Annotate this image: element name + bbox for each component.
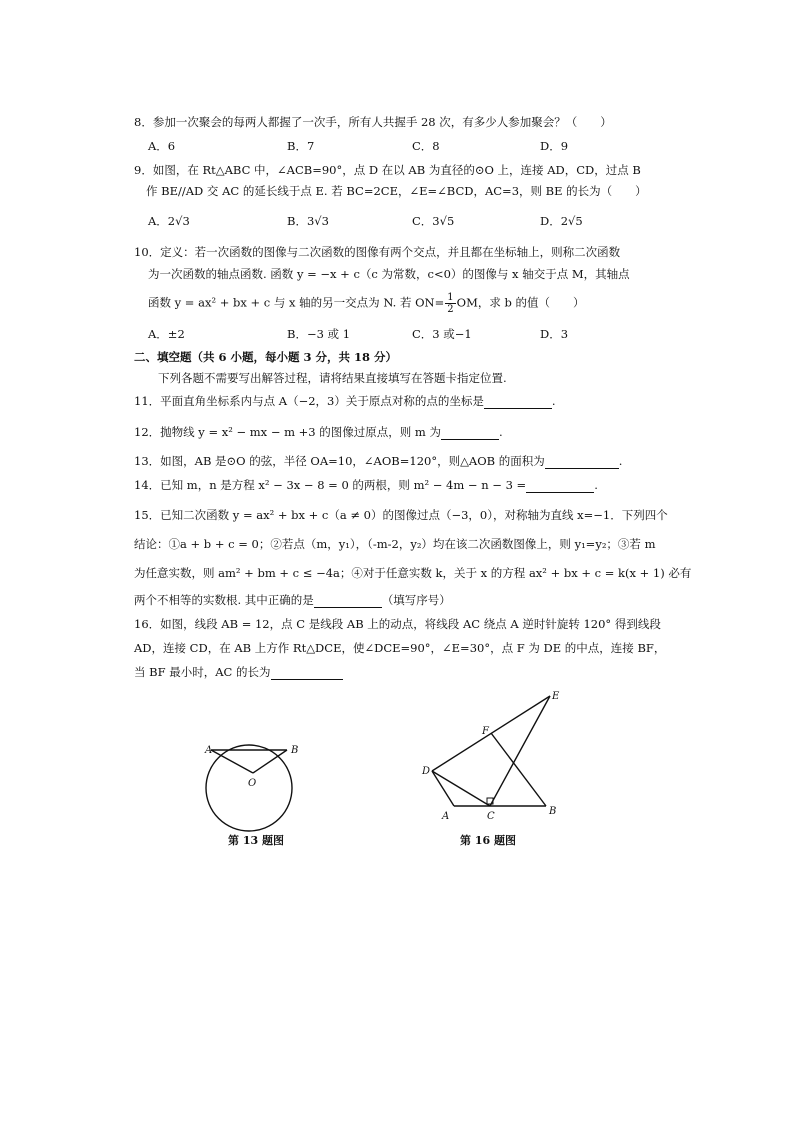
q14-text: 14．已知 m，n 是方程 x² − 3x − 8 = 0 的两根，则 m² − 4m − n − 3 = — [134, 478, 527, 492]
q15-line2: 结论：①a + b + c = 0；②若点（m，y₁），（-m-2，y₂）均在该二次函数图像上，则 y₁=y₂；③若 m — [134, 537, 656, 551]
q13-answer-blank[interactable] — [545, 456, 619, 469]
q12 — [134, 424, 503, 440]
q14-period: . — [594, 478, 598, 492]
q16-line3 — [134, 664, 343, 680]
q9-option-b: B．3√3 — [287, 214, 329, 228]
segment-ce — [490, 696, 550, 806]
q10-option-a: A．±2 — [148, 327, 185, 341]
q16-line3-text: 当 BF 最小时，AC 的长为 — [134, 665, 271, 679]
q10-line3-pre: 函数 y = ax² + bx + c 与 x 轴的另一交点为 N. 若 ON= — [148, 295, 445, 310]
q8-option-d: D．9 — [540, 139, 569, 153]
q9-line2: 作 BE//AD 交 AC 的延长线于点 E. 若 BC=2CE，∠E=∠BCD，AC=3，则 BE 的长为（ ） — [146, 184, 647, 198]
fig16-label-d: D — [422, 766, 431, 777]
q12-period: . — [499, 425, 503, 439]
q12-text: 12．抛物线 y = x² − mx − m +3 的图像过原点，则 m 为 — [134, 425, 441, 439]
figure-13-caption: 第 13 题图 — [228, 834, 284, 847]
fig16-label-c: C — [487, 811, 495, 822]
q15-line1: 15．已知二次函数 y = ax² + bx + c（a ≠ 0）的图像过点（−3，0），对称轴为直线 x=−1．下列四个 — [134, 508, 668, 522]
q8-option-c: C．8 — [412, 139, 440, 153]
section2-instruction: 下列各题不需要写出解答过程，请将结果直接填写在答题卡指定位置. — [158, 371, 507, 385]
q16-line2: AD，连接 CD，在 AB 上方作 Rt△DCE，使∠DCE=90°，∠E=30°，点 F 为 DE 的中点，连接 BF， — [134, 641, 666, 655]
q13-text: 13．如图，AB 是⊙O 的弦，半径 OA=10，∠AOB=120°，则△AOB 的面积为 — [134, 454, 545, 468]
q11-answer-blank[interactable] — [484, 396, 552, 409]
q10-line3-post: OM，求 b 的值（ ） — [456, 295, 585, 310]
q11 — [134, 393, 556, 409]
q10-option-d: D．3 — [540, 327, 569, 341]
q10-line3 — [148, 292, 585, 315]
radius-oa — [211, 750, 253, 773]
fig16-label-a: A — [442, 811, 450, 822]
q14-answer-blank[interactable] — [526, 480, 594, 493]
q9-line1: 9．如图，在 Rt△ABC 中，∠ACB=90°，点 D 在以 AB 为直径的⊙O 上，连接 AD，CD，过点 B — [134, 163, 641, 177]
q10-option-c: C．3 或−1 — [412, 327, 472, 341]
q15-line3: 为任意实数，则 am² + bm + c ≤ −4a；④对于任意实数 k，关于 x 的方程 ax² + bx + c = k(x + 1) 必有 — [134, 566, 692, 580]
fig13-label-b: B — [291, 745, 299, 756]
q12-answer-blank[interactable] — [441, 427, 499, 440]
q15-answer-blank[interactable] — [314, 595, 382, 608]
q8-option-a: A．6 — [148, 139, 176, 153]
q8-option-b: B．7 — [287, 139, 315, 153]
segment-dc — [432, 771, 490, 806]
q10-line1: 10．定义：若一次函数的图像与二次函数的图像有两个交点，并且都在坐标轴上，则称二次函数 — [134, 245, 621, 259]
q15-line4-note: （填写序号） — [381, 593, 451, 607]
q16-answer-blank[interactable] — [271, 667, 343, 680]
figure-16-caption: 第 16 题图 — [460, 834, 516, 847]
q15-line4-text: 两个不相等的实数根. 其中正确的是 — [134, 593, 314, 607]
section2-title: 二、填空题（共 6 小题，每小题 3 分，共 18 分） — [134, 350, 398, 364]
q13 — [134, 453, 622, 469]
radius-ob — [253, 750, 287, 773]
fig16-label-f: F — [482, 726, 489, 737]
fig16-label-b: B — [549, 806, 557, 817]
q16-line1: 16．如图，线段 AB = 12，点 C 是线段 AB 上的动点，将线段 AC 绕点 A 逆时针旋转 120° 得到线段 — [134, 617, 661, 631]
fig13-label-a: A — [205, 745, 213, 756]
q10-line2: 为一次函数的轴点函数. 函数 y = −x + c（c 为常数，c<0）的图像与 x 轴交于点 M，其轴点 — [148, 267, 630, 281]
q13-period: . — [618, 454, 623, 468]
q15-line4 — [134, 592, 451, 608]
q11-text: 11．平面直角坐标系内与点 A（−2，3）关于原点对称的点的坐标是 — [134, 394, 484, 408]
segment-bf — [491, 733, 546, 806]
fig16-label-e: E — [552, 691, 560, 702]
q10-option-b: B．−3 或 1 — [287, 327, 351, 341]
q8-stem: 8．参加一次聚会的每两人都握了一次手，所有人共握手 28 次，有多少人参加聚会？（ ） — [134, 115, 612, 129]
q14 — [134, 477, 598, 493]
q10-fraction-numerator: 1 — [447, 292, 454, 303]
q9-option-a: A．2√3 — [148, 214, 190, 228]
fig13-label-o: O — [248, 778, 257, 789]
q9-option-d: D．2√5 — [540, 214, 583, 228]
q10-fraction-denominator: 2 — [447, 304, 454, 315]
q9-option-c: C．3√5 — [412, 214, 455, 228]
figure-16-triangle-diagram — [412, 686, 572, 822]
q11-period: . — [551, 394, 556, 408]
q10-fraction — [445, 292, 455, 315]
figure-13-circle-diagram — [196, 738, 306, 838]
segment-ad — [432, 771, 454, 806]
